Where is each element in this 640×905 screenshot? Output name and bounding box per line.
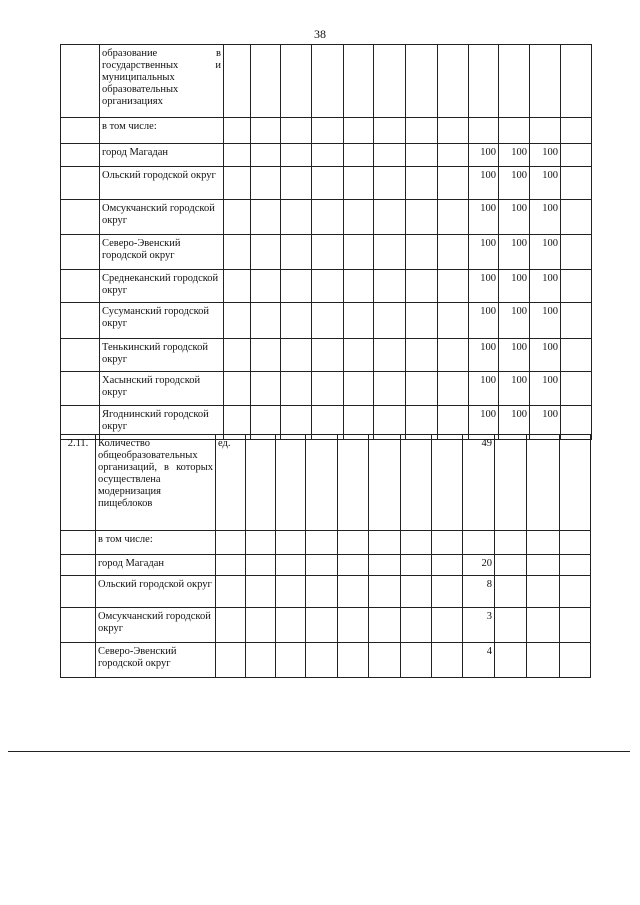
district-name: Ольский городской округ	[96, 576, 216, 608]
district-name: Среднеканский городской округ	[100, 270, 224, 303]
value-cell: 4	[463, 643, 495, 678]
value-cell: 100	[469, 167, 499, 200]
table-row	[61, 555, 591, 576]
value-cell: 100	[530, 200, 561, 235]
footer-divider	[8, 751, 630, 752]
value-cell: 100	[530, 144, 561, 167]
district-name: Тенькинский городской округ	[100, 339, 224, 372]
district-name: Омсукчанский городской округ	[96, 608, 216, 643]
district-name: Хасынский городской округ	[100, 372, 224, 406]
indicator-row	[61, 435, 591, 531]
value-cell: 100	[499, 270, 530, 303]
value-cell: 100	[530, 339, 561, 372]
value-cell: 100	[469, 406, 499, 440]
value-cell: 100	[469, 339, 499, 372]
district-name: город Магадан	[100, 144, 224, 167]
value-cell: 3	[463, 608, 495, 643]
table-row	[61, 270, 592, 303]
value-cell: 100	[469, 270, 499, 303]
value-cell: 100	[530, 303, 561, 339]
indicators-table-2-11	[60, 434, 591, 678]
indicators-table-continued	[60, 44, 592, 440]
header-row	[61, 45, 592, 118]
district-name: Ольский городской округ	[100, 167, 224, 200]
value-cell: 100	[530, 235, 561, 270]
district-name: Северо-Эвенский городской округ	[96, 643, 216, 678]
district-name: город Магадан	[96, 555, 216, 576]
table-row	[61, 339, 592, 372]
total-value-cell: 49	[463, 435, 495, 531]
value-cell: 100	[530, 167, 561, 200]
value-cell: 100	[469, 235, 499, 270]
district-name: Омсукчанский городской округ	[100, 200, 224, 235]
value-cell: 100	[499, 235, 530, 270]
value-cell: 100	[469, 303, 499, 339]
table-row	[61, 167, 592, 200]
value-cell: 100	[499, 167, 530, 200]
value-cell: 100	[499, 303, 530, 339]
including-label: в том числе:	[96, 531, 216, 555]
table-row	[61, 576, 591, 608]
value-cell: 100	[469, 372, 499, 406]
district-name: Ягоднинский городской округ	[100, 406, 224, 440]
table-row	[61, 235, 592, 270]
indicator-index: 2.11.	[61, 435, 96, 531]
table-row	[61, 643, 591, 678]
value-cell: 100	[499, 372, 530, 406]
table-row	[61, 608, 591, 643]
value-cell: 100	[530, 372, 561, 406]
page-number: 38	[314, 27, 326, 41]
including-label: в том числе:	[100, 118, 224, 144]
value-cell: 100	[499, 406, 530, 440]
unit-cell: ед.	[216, 435, 246, 531]
district-name: Северо-Эвенский городской округ	[100, 235, 224, 270]
table-row	[61, 303, 592, 339]
value-cell: 100	[499, 339, 530, 372]
value-cell: 100	[499, 200, 530, 235]
indicator-name-cell: Количество общеобразовательных организаций, в которых осуществлена модернизация пищеблоков	[96, 435, 216, 531]
value-cell: 100	[530, 406, 561, 440]
value-cell: 100	[469, 200, 499, 235]
indicator-name-cell: образование в государственных и муниципальных образовательных организациях	[100, 45, 224, 118]
value-cell: 100	[499, 144, 530, 167]
value-cell: 100	[530, 270, 561, 303]
value-cell: 100	[469, 144, 499, 167]
subheader-row	[61, 118, 592, 144]
value-cell: 8	[463, 576, 495, 608]
district-name: Сусуманский городской округ	[100, 303, 224, 339]
subheader-row	[61, 531, 591, 555]
table-row	[61, 144, 592, 167]
table-row	[61, 200, 592, 235]
value-cell: 20	[463, 555, 495, 576]
table-row	[61, 372, 592, 406]
